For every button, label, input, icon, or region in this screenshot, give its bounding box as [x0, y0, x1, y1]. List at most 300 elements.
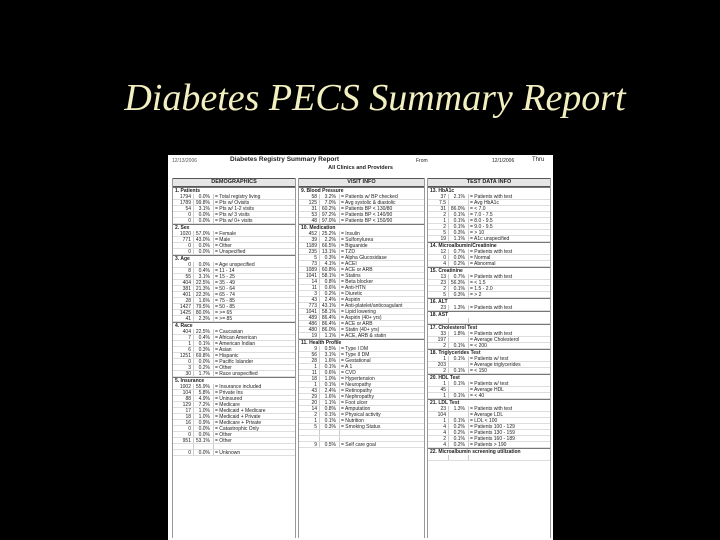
count-cell: 19 [311, 333, 317, 339]
label-cell: = > 2 [468, 292, 550, 297]
percent-cell: 22.3% [193, 292, 213, 297]
label-cell: = Total registry living [213, 194, 295, 199]
percent-cell: 3.1% [319, 352, 339, 357]
count-cell: 58 [311, 194, 317, 200]
percent-cell: 0.1% [448, 286, 468, 291]
label-cell: = Patients w/ test [468, 381, 550, 386]
count-cell: 30 [185, 371, 191, 377]
label-cell: = < 7.0 [468, 206, 550, 211]
label-cell: = Female [213, 231, 295, 236]
count-cell: 1427 [179, 304, 191, 310]
label-cell: = Male [213, 237, 295, 242]
label-cell: = Catastrophic Only [213, 426, 295, 431]
section-title: 9. Blood Pressure [299, 187, 424, 194]
from-label: From [416, 158, 428, 164]
percent-cell: 2.1% [448, 194, 468, 199]
label-cell: = Aspirin (40+ yrs) [339, 315, 424, 320]
count-cell: 16 [185, 420, 191, 426]
percent-cell: 0.0% [193, 218, 213, 223]
label-cell: = 35 - 49 [213, 280, 295, 285]
percent-cell: 0.3% [448, 292, 468, 297]
section-title: 3. Age [173, 255, 295, 262]
label-cell: = 9.0 - 9.5 [468, 224, 550, 229]
percent-cell: 0.5% [319, 346, 339, 351]
column-header: DEMOGRAPHICS [173, 178, 295, 187]
count-cell: 18 [311, 376, 317, 382]
count-cell: 28 [311, 358, 317, 364]
percent-cell: 0.6% [319, 370, 339, 375]
label-cell: = Self care goal [339, 442, 424, 447]
percent-cell: 0.0% [193, 359, 213, 364]
column-visit-info [298, 178, 425, 538]
percent-cell: 0.1% [448, 224, 468, 229]
count-cell: 23 [440, 280, 446, 286]
percent-cell: 0.8% [319, 406, 339, 411]
percent-cell: 60.8% [319, 267, 339, 272]
label-cell: = Unspecified [213, 249, 295, 254]
percent-cell: 0.0% [448, 255, 468, 260]
count-cell: 5 [314, 424, 317, 430]
count-cell: 20 [311, 400, 317, 406]
label-cell: = Patients BP < 140/90 [339, 212, 424, 217]
percent-cell: 1.0% [193, 414, 213, 419]
count-cell: 2 [443, 343, 446, 349]
count-cell: 73 [311, 261, 317, 267]
count-cell: 1789 [179, 200, 191, 206]
count-cell: 43 [311, 297, 317, 303]
label-cell: = < 150 [468, 368, 550, 373]
percent-cell: 0.1% [319, 418, 339, 423]
count-cell: 37 [440, 194, 446, 200]
count-cell: 2 [443, 368, 446, 374]
count-cell: 0 [188, 432, 191, 438]
label-cell [468, 455, 550, 460]
count-cell: 9 [314, 442, 317, 448]
section-title: 5. Insurance [173, 377, 295, 384]
label-cell: = 15 - 25 [213, 274, 295, 279]
label-cell: = 50 - 64 [213, 286, 295, 291]
label-cell: = > 10 [468, 230, 550, 235]
count-cell: 1041 [305, 273, 317, 279]
label-cell: = African American [213, 335, 295, 340]
percent-cell: 4.1% [319, 261, 339, 266]
percent-cell: 0.4% [193, 335, 213, 340]
label-cell: = Asian [213, 347, 295, 352]
percent-cell: 1.6% [319, 394, 339, 399]
count-cell: 31 [440, 206, 446, 212]
label-cell: = Patients with test [468, 194, 550, 199]
percent-cell: 0.0% [193, 212, 213, 217]
label-cell: = Patients > 190 [468, 442, 550, 447]
percent-cell: 58.1% [319, 273, 339, 278]
count-cell: 104 [437, 412, 446, 418]
section-title: 15. Creatinine [428, 267, 550, 274]
label-cell: = Patients with test [468, 274, 550, 279]
percent-cell: 86.0% [319, 327, 339, 332]
label-cell: = Nutrition [339, 418, 424, 423]
percent-cell: 1.0% [319, 376, 339, 381]
count-cell: 8 [188, 268, 191, 274]
count-cell: 29 [311, 394, 317, 400]
count-cell: 5 [443, 292, 446, 298]
percent-cell: 0.2% [319, 291, 339, 296]
label-cell: = Statins [339, 273, 424, 278]
label-cell: = ACE, ARB & statin [339, 333, 424, 338]
section-title: 2. Sex [173, 224, 295, 231]
percent-cell: 79.5% [193, 304, 213, 309]
count-cell: 1 [314, 364, 317, 370]
label-cell: = Neuropathy [339, 382, 424, 387]
label-cell: = CVD [339, 370, 424, 375]
count-cell: 1 [443, 356, 446, 362]
section-title: 11. Health Profile [299, 339, 424, 346]
percent-cell [448, 318, 468, 323]
percent-cell: 1.1% [448, 236, 468, 241]
percent-cell: 60.2% [319, 206, 339, 211]
column-test-data [427, 178, 551, 538]
label-cell: = Diuretic [339, 291, 424, 296]
percent-cell [319, 436, 339, 441]
percent-cell: 0.3% [448, 230, 468, 235]
label-cell: = LDL < 100 [468, 418, 550, 423]
count-cell: 1 [188, 341, 191, 347]
label-cell: = Patients 160 - 189 [468, 436, 550, 441]
percent-cell: 7.0% [319, 200, 339, 205]
label-cell: = Private Ins [213, 390, 295, 395]
count-cell: 3 [314, 291, 317, 297]
table-row [299, 442, 424, 448]
percent-cell: 0.3% [319, 255, 339, 260]
percent-cell [448, 362, 468, 367]
label-cell: = Smoking Status [339, 424, 424, 429]
label-cell: = Unknown [213, 450, 295, 455]
percent-cell: 0.0% [193, 426, 213, 431]
label-cell: = Pts w/ 3 visits [213, 212, 295, 217]
label-cell: = Other [213, 365, 295, 370]
label-cell: = Type I DM [339, 346, 424, 351]
percent-cell: 0.1% [448, 356, 468, 361]
percent-cell: 0.7% [448, 249, 468, 254]
slide-title: Diabetes PECS Summary Report [124, 77, 626, 119]
percent-cell: 0.5% [319, 442, 339, 447]
percent-cell: 0.0% [193, 450, 213, 455]
label-cell: = ACE or ARB [339, 267, 424, 272]
percent-cell: 0.1% [319, 364, 339, 369]
percent-cell: 0.6% [319, 285, 339, 290]
label-cell: = Average Cholesterol [468, 337, 550, 342]
count-cell: 28 [185, 298, 191, 304]
label-cell: = Gestational [339, 358, 424, 363]
label-cell: = ACE or ARB [339, 321, 424, 326]
label-cell: = 1.5 - 2.0 [468, 286, 550, 291]
percent-cell: 0.3% [319, 424, 339, 429]
label-cell: = Patients w/ test [468, 356, 550, 361]
count-cell: 1020 [179, 231, 191, 237]
label-cell: = Pts w/ 0+ visits [213, 218, 295, 223]
percent-cell: 66.5% [319, 243, 339, 248]
percent-cell: 97.2% [319, 212, 339, 217]
label-cell: = Medicaid + Medicare [213, 408, 295, 413]
label-cell: = < 40 [468, 393, 550, 398]
count-cell: 4 [443, 261, 446, 267]
count-cell [299, 436, 319, 441]
percent-cell: 1.1% [319, 333, 339, 338]
count-cell: 486 [308, 321, 317, 327]
count-cell: 2 [443, 224, 446, 230]
percent-cell: 2.4% [319, 388, 339, 393]
report-subtitle [298, 165, 423, 171]
percent-cell: 13.1% [319, 249, 339, 254]
count-cell: 125 [308, 200, 317, 206]
section-title: 18. Triglycerides Test [428, 349, 550, 356]
count-cell: 45 [440, 387, 446, 393]
count-cell: 14 [311, 406, 317, 412]
percent-cell: 0.0% [193, 249, 213, 254]
section-title: 4. Race [173, 322, 295, 329]
count-cell [428, 455, 448, 460]
report-print-date: 12/13/2006 [172, 158, 198, 164]
count-cell: 1794 [179, 194, 191, 200]
label-cell: = Sulfonylurea [339, 237, 424, 242]
count-cell [173, 444, 193, 449]
percent-cell [448, 455, 468, 460]
count-cell: 11 [311, 285, 317, 291]
percent-cell: 2.2% [319, 237, 339, 242]
subtitle-clinics: All Clinics and Providers [328, 165, 393, 171]
label-cell: = Aspirin [339, 297, 424, 302]
label-cell: = >= 65 [213, 310, 295, 315]
count-cell: 11 [311, 370, 317, 376]
label-cell: = Avg systolic & diastolic [339, 200, 424, 205]
label-cell: = Other [213, 438, 295, 443]
label-cell: = Average triglycerides [468, 362, 550, 367]
percent-cell: 1.3% [448, 305, 468, 310]
percent-cell: 86.4% [319, 321, 339, 326]
percent-cell: 69.8% [193, 353, 213, 358]
percent-cell: 0.2% [193, 365, 213, 370]
section-title: 20. HDL Test [428, 374, 550, 381]
percent-cell: 0.0% [193, 432, 213, 437]
count-cell: 404 [182, 280, 191, 286]
label-cell: = Uninsured [213, 396, 295, 401]
count-cell: 39 [311, 237, 317, 243]
label-cell: = Patients 130 - 159 [468, 430, 550, 435]
percent-cell [448, 387, 468, 392]
count-cell: 1 [443, 418, 446, 424]
label-cell: = A 1 [339, 364, 424, 369]
label-cell: = 65 - 74 [213, 292, 295, 297]
percent-cell: 3.2% [319, 194, 339, 199]
report-page [168, 155, 553, 540]
label-cell: = Statin (40+ yrs) [339, 327, 424, 332]
count-cell: 4 [443, 430, 446, 436]
count-cell: 18 [185, 414, 191, 420]
count-cell: 41 [185, 316, 191, 322]
count-cell: 2 [443, 436, 446, 442]
section-title: 18. AST [428, 311, 550, 318]
count-cell: 13 [440, 274, 446, 280]
label-cell [339, 436, 424, 441]
percent-cell: 2.3% [193, 316, 213, 321]
percent-cell: 1.6% [319, 358, 339, 363]
percent-cell: 0.2% [448, 261, 468, 266]
count-cell: 88 [185, 396, 191, 402]
percent-cell: 0.1% [448, 218, 468, 223]
label-cell: = Lipid lowering [339, 309, 424, 314]
label-cell: = Alpha Glucosidase [339, 255, 424, 260]
label-cell: = Medicaid + Private [213, 414, 295, 419]
label-cell: = 11 - 14 [213, 268, 295, 273]
percent-cell [448, 412, 468, 417]
label-cell: = >= 85 [213, 316, 295, 321]
count-cell: 56 [311, 352, 317, 358]
count-cell: 5 [443, 230, 446, 236]
count-cell: 33 [440, 331, 446, 337]
label-cell: = Other [213, 432, 295, 437]
label-cell: = 50 - 85 [213, 304, 295, 309]
count-cell: 1089 [305, 267, 317, 273]
percent-cell: 0.0% [193, 262, 213, 267]
percent-cell: 3.1% [193, 274, 213, 279]
percent-cell: 0.1% [448, 368, 468, 373]
percent-cell: 0.1% [448, 436, 468, 441]
label-cell: = Hispanic [213, 353, 295, 358]
label-cell: = A1c unspecified [468, 236, 550, 241]
label-cell: = 8.0 - 9.5 [468, 218, 550, 223]
percent-cell: 25.2% [319, 231, 339, 236]
section-title: 21. LDL Test [428, 399, 550, 406]
percent-cell: 4.9% [193, 396, 213, 401]
percent-cell: 53.1% [193, 438, 213, 443]
section-title: 14. Microalbumin/Creatinine [428, 242, 550, 249]
percent-cell: 0.1% [319, 412, 339, 417]
label-cell: = Physical activity [339, 412, 424, 417]
percent-cell [448, 200, 468, 205]
percent-cell: 97.0% [319, 218, 339, 223]
label-cell: = < 200 [468, 343, 550, 348]
count-cell: 401 [182, 292, 191, 298]
percent-cell: 0.2% [448, 430, 468, 435]
percent-cell: 1.0% [193, 408, 213, 413]
label-cell: = Average HDL [468, 387, 550, 392]
label-cell: = Age unspecified [213, 262, 295, 267]
label-cell: = Type II DM [339, 352, 424, 357]
percent-cell: 1.8% [448, 331, 468, 336]
percent-cell: 0.1% [448, 343, 468, 348]
count-cell: 19 [440, 236, 446, 242]
percent-cell: 0.7% [448, 274, 468, 279]
report-header [172, 157, 549, 165]
percent-cell: 1.6% [193, 298, 213, 303]
count-cell: 6 [188, 347, 191, 353]
count-cell: 53 [311, 212, 317, 218]
count-cell: 771 [182, 237, 191, 243]
count-cell: 3 [188, 365, 191, 371]
percent-cell [319, 430, 339, 435]
section-title: 10. Medication [299, 224, 424, 231]
percent-cell: 58.1% [319, 309, 339, 314]
section-title: 17. Cholesterol Test [428, 324, 550, 331]
count-cell: 48 [311, 218, 317, 224]
count-cell: 452 [308, 231, 317, 237]
count-cell [299, 430, 319, 435]
label-cell [213, 444, 295, 449]
count-cell: 1251 [179, 353, 191, 359]
label-cell: = American Indian [213, 341, 295, 346]
count-cell: 773 [308, 303, 317, 309]
count-cell: 54 [185, 206, 191, 212]
column-header: TEST DATA INFO [428, 178, 550, 187]
to-date: 12/1/2006 [492, 158, 515, 164]
label-cell: = Abnormal [468, 261, 550, 266]
count-cell: 0 [188, 249, 191, 255]
count-cell: 1041 [305, 309, 317, 315]
percent-cell: 56.3% [448, 280, 468, 285]
percent-cell: 99.8% [193, 200, 213, 205]
label-cell: = Patients with test [468, 249, 550, 254]
percent-cell [193, 444, 213, 449]
percent-cell: 5.8% [193, 390, 213, 395]
label-cell: = Retinopathy [339, 388, 424, 393]
count-cell: 9 [314, 346, 317, 352]
count-cell: 2 [314, 412, 317, 418]
percent-cell: 22.5% [193, 280, 213, 285]
label-cell: = TZD [339, 249, 424, 254]
label-cell: = Nephropathy [339, 394, 424, 399]
label-cell: = 75 - 85 [213, 298, 295, 303]
label-cell: = Pacific Islander [213, 359, 295, 364]
count-cell: 14 [311, 279, 317, 285]
count-cell: 951 [182, 438, 191, 444]
count-cell: 0 [188, 450, 191, 456]
count-cell: 1 [443, 381, 446, 387]
count-cell: 1425 [179, 310, 191, 316]
label-cell: = ACEI [339, 261, 424, 266]
label-cell: = Patients with test [468, 305, 550, 310]
label-cell: = Avg HbA1c [468, 200, 550, 205]
section-title: 22. Microalbumin screening utilization [428, 448, 550, 455]
count-cell: 235 [308, 249, 317, 255]
label-cell: = Anti-HTN [339, 285, 424, 290]
count-cell: 489 [308, 315, 317, 321]
percent-cell: 0.1% [448, 212, 468, 217]
count-cell: 7.5 [439, 200, 446, 206]
label-cell: = Amputation [339, 406, 424, 411]
label-cell: = Patients with test [468, 406, 550, 411]
percent-cell: 0.9% [193, 420, 213, 425]
section-title: 16. ALT [428, 298, 550, 305]
count-cell: 0 [188, 218, 191, 224]
count-cell: 0 [188, 426, 191, 432]
label-cell: = Race unspecified [213, 371, 295, 376]
count-cell: 480 [308, 327, 317, 333]
count-cell: 23 [440, 305, 446, 311]
label-cell: = Anti-platelet/anticoagulant [339, 303, 424, 308]
count-cell: 4 [443, 442, 446, 448]
label-cell: = Insurance included [213, 384, 295, 389]
count-cell: 7 [188, 335, 191, 341]
table-row [173, 450, 295, 456]
percent-cell: 86.0% [448, 206, 468, 211]
label-cell: = Foot ulcer [339, 400, 424, 405]
count-cell: 2 [443, 212, 446, 218]
count-cell: 1 [443, 393, 446, 399]
count-cell: 1189 [306, 243, 317, 249]
percent-cell: 55.9% [193, 384, 213, 389]
percent-cell: 43.1% [319, 303, 339, 308]
percent-cell: 80.0% [193, 310, 213, 315]
percent-cell: 22.5% [193, 329, 213, 334]
